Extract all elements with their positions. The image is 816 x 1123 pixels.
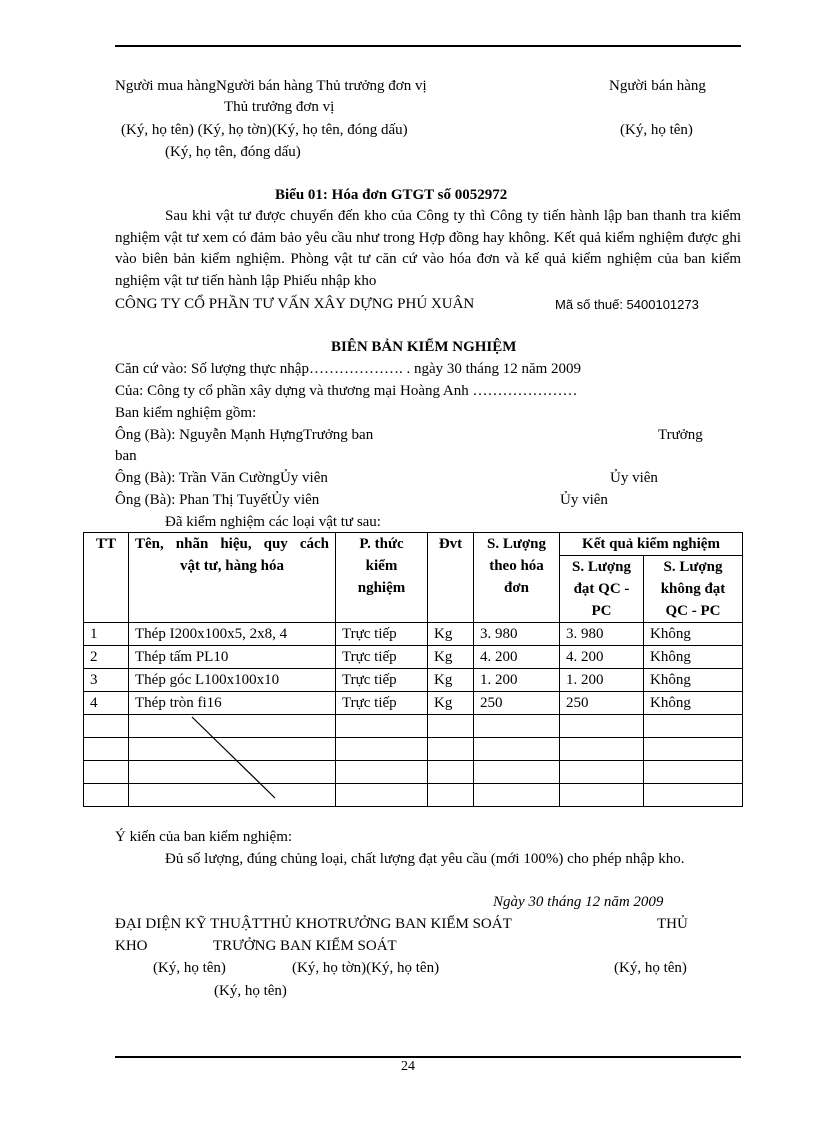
cell-method: Trực tiếp <box>336 669 428 692</box>
bottom-note-4: (Ký, họ tên) <box>214 983 287 999</box>
table-intro: Đã kiểm nghiệm các loại vật tư sau: <box>165 514 381 530</box>
report-date: Ngày 30 tháng 12 năm 2009 <box>493 894 664 910</box>
cell-name: Thép góc L100x100x10 <box>129 669 336 692</box>
cell-pass: 1. 200 <box>560 669 644 692</box>
cell-name: Thép I200x100x5, 2x8, 4 <box>129 623 336 646</box>
invoice-title: Biểu 01: Hóa đơn GTGT số 0052972 <box>275 187 508 203</box>
header-result: Kết quả kiểm nghiệm <box>560 533 743 556</box>
page-number: 24 <box>401 1059 415 1074</box>
strike-line <box>192 717 275 798</box>
member-1-role-wrap: ban <box>115 448 137 464</box>
header-unit: Đvt <box>428 533 474 623</box>
tax-code: Mã số thuế: 5400101273 <box>555 297 699 312</box>
opinion-text: Đủ số lượng, đúng chủng loại, chất lượng đạt yêu cầu (mới 100%) cho phép nhập kho. <box>165 851 685 867</box>
member-1-role: Trưởng <box>658 427 703 443</box>
header-tt: TT <box>84 533 129 623</box>
supplier-line: Của: Công ty cổ phần xây dựng và thương mại Hoàng Anh ………………… <box>115 383 578 399</box>
bottom-role-warehouse: THỦ <box>657 916 688 932</box>
cell-fail: Không <box>644 623 743 646</box>
header-name: Tên, nhãn hiệu, quy cách vật tư, hàng hóa <box>129 533 336 623</box>
cell-qty: 4. 200 <box>474 646 560 669</box>
header-method: P. thức kiểm nghiệm <box>336 533 428 623</box>
bottom-role-control-head: TRƯỞNG BAN KIỂM SOÁT <box>213 938 397 954</box>
cell-qty: 3. 980 <box>474 623 560 646</box>
opinion-paragraph <box>115 849 741 871</box>
header-pass: S. Lượng đạt QC - PC <box>560 556 644 623</box>
cell-fail: Không <box>644 669 743 692</box>
cell-tt: 3 <box>84 669 129 692</box>
member-3-role: Ủy viên <box>560 492 608 508</box>
signature-note-seller: (Ký, họ tên) <box>620 122 693 138</box>
cell-name: Thép tròn fi16 <box>129 692 336 715</box>
cell-pass: 4. 200 <box>560 646 644 669</box>
bottom-note-2: (Ký, họ tờn)(Ký, họ tên) <box>292 960 440 976</box>
header-fail: S. Lượng không đạt QC - PC <box>644 556 743 623</box>
cell-unit: Kg <box>428 646 474 669</box>
cell-method: Trực tiếp <box>336 646 428 669</box>
cell-unit: Kg <box>428 623 474 646</box>
cell-pass: 3. 980 <box>560 623 644 646</box>
bottom-note-1: (Ký, họ tên) <box>153 960 226 976</box>
member-1: Ông (Bà): Nguyễn Mạnh HựngTrưởng ban <box>115 427 374 443</box>
signature-role-seller: Người bán hàng <box>609 78 706 94</box>
basis-line: Căn cứ vào: Số lượng thực nhập………………. . ngày 30 tháng 12 năm 2009 <box>115 361 582 377</box>
bottom-note-3: (Ký, họ tên) <box>614 960 687 976</box>
member-2-role: Ủy viên <box>610 470 658 486</box>
cell-method: Trực tiếp <box>336 623 428 646</box>
header-qty: S. Lượng theo hóa đơn <box>474 533 560 623</box>
cell-qty: 1. 200 <box>474 669 560 692</box>
cell-tt: 1 <box>84 623 129 646</box>
cell-tt: 4 <box>84 692 129 715</box>
cell-fail: Không <box>644 692 743 715</box>
cell-qty: 250 <box>474 692 560 715</box>
committee-label: Ban kiểm nghiệm gồm: <box>115 405 257 421</box>
company-name: CÔNG TY CỔ PHẦN TƯ VẤN XÂY DỰNG PHÚ XUÂN <box>115 296 475 312</box>
bottom-role-warehouse-wrap: KHO <box>115 938 148 954</box>
signature-notes-line: (Ký, họ tên) (Ký, họ tờn)(Ký, họ tên, đóng dấu) <box>121 122 408 138</box>
member-3: Ông (Bà): Phan Thị TuyếtỦy viên <box>115 492 320 508</box>
intro-paragraph-text: Sau khi vật tư được chuyển đến kho của Công ty thì Công ty tiến hành lập ban thanh tra kiểm nghiệm vật tư xem có đảm bảo yêu cầu như trong Hợp đồng hay không. Kết quả kiểm nghiệm được ghi vào biên bản kiểm nghiệm. Phòng vật tư căn cứ vào hóa đơn và kế quả kiểm nghiệm của ban kiểm nghiệm vật tư tiến hành lập Phiếu nhập kho <box>115 208 741 289</box>
opinion-label: Ý kiến của ban kiểm nghiệm: <box>115 829 293 845</box>
cell-fail: Không <box>644 646 743 669</box>
report-title: BIÊN BẢN KIỂM NGHIỆM <box>331 339 517 355</box>
bottom-roles-line: ĐẠI DIỆN KỸ THUẬTTHỦ KHOTRƯỞNG BAN KIỂM SOÁT <box>115 916 512 932</box>
member-2: Ông (Bà): Trần Văn CườngỦy viên <box>115 470 328 486</box>
cell-unit: Kg <box>428 669 474 692</box>
signature-role-head: Thủ trưởng đơn vị <box>224 99 335 115</box>
cell-method: Trực tiếp <box>336 692 428 715</box>
cell-pass: 250 <box>560 692 644 715</box>
signature-note-head: (Ký, họ tên, đóng dấu) <box>165 144 301 160</box>
cell-name: Thép tấm PL10 <box>129 646 336 669</box>
cell-tt: 2 <box>84 646 129 669</box>
cell-unit: Kg <box>428 692 474 715</box>
signature-roles-line: Người mua hàngNgười bán hàng Thủ trưởng đơn vị <box>115 78 427 94</box>
